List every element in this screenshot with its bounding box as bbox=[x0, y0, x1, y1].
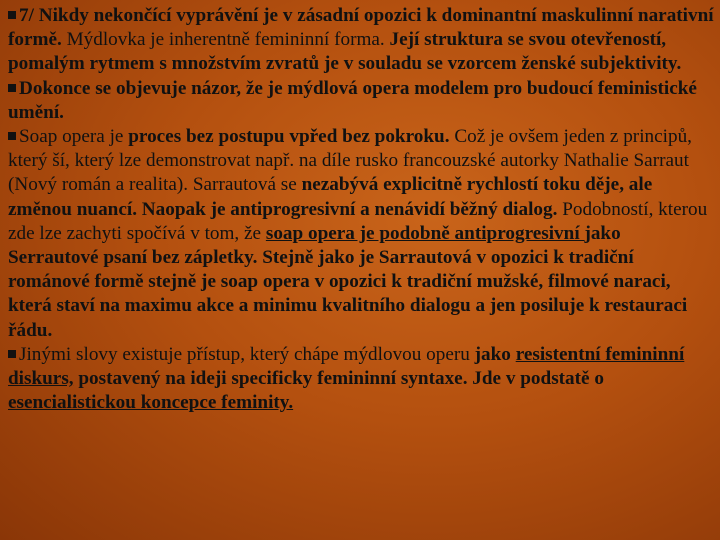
text-segment: Dokonce se objevuje názor, že je mýdlová opera modelem pro budoucí feministické umění. bbox=[8, 77, 697, 123]
text-segment: 7/ Nikdy nekončící vyprávění je v zásadní opozici k dominantní maskulinní narativní formě. bbox=[8, 5, 714, 51]
text-segment: nezabývá explicitně rychlostí toku děje, ale změnou nuancí. Naopak je antiprogresivní a nenávidí běžný dialog. bbox=[8, 174, 653, 220]
bullet-square-icon bbox=[8, 350, 16, 358]
bullet-square-icon bbox=[8, 84, 16, 92]
text-segment: jako bbox=[474, 343, 516, 365]
text-segment: jako Serrautové psaní bez zápletky. Stejně jako je Sarrautová v opozici k tradiční románové formě stejně je soap opera v opozici k tradiční mužské, filmové naraci, která staví na maximu akce a minimu kvalitního dialogu a jen posiluje k restauraci řádu. bbox=[8, 222, 688, 341]
text-segment: Soap opera je bbox=[19, 126, 129, 148]
bullet-square-icon bbox=[8, 132, 16, 140]
text-segment: Mýdlovka je inherentně femininní forma. bbox=[61, 29, 390, 51]
paragraph-3 bbox=[8, 125, 714, 343]
underlined-text-segment: soap opera je podobně antiprogresivní bbox=[265, 222, 585, 244]
underlined-text-segment: resistentní femininní diskurs, bbox=[8, 343, 685, 390]
text-segment: Což je ovšem jeden z principů, který ší, který lze demonstrovat např. na díle rusko francouzské autorky Nathalie Sarraut (Nový román a realita). Sarrautová se bbox=[8, 126, 692, 196]
text-segment: Podobností, kterou zde lze zachyti spočívá v tom, že bbox=[8, 198, 708, 244]
paragraph-1 bbox=[8, 4, 714, 77]
bullet-square-icon bbox=[8, 11, 16, 19]
underlined-text-segment: esencialistickou koncepce feminity. bbox=[8, 392, 294, 414]
text-segment: postavený na ideji specificky femininní syntaxe. Jde v podstatě o bbox=[73, 368, 604, 390]
paragraph-2 bbox=[8, 77, 714, 125]
paragraph-4 bbox=[8, 343, 714, 416]
text-segment: Její struktura se svou otevřeností, pomalým rytmem s množstvím zvratů je v souladu se vzorcem ženské subjektivity. bbox=[8, 29, 682, 75]
text-segment: proces bez postupu vpřed bez pokroku. bbox=[128, 126, 450, 148]
text-content bbox=[8, 4, 714, 415]
text-segment: Jinými slovy existuje přístup, který chápe mýdlovou operu bbox=[19, 343, 475, 365]
